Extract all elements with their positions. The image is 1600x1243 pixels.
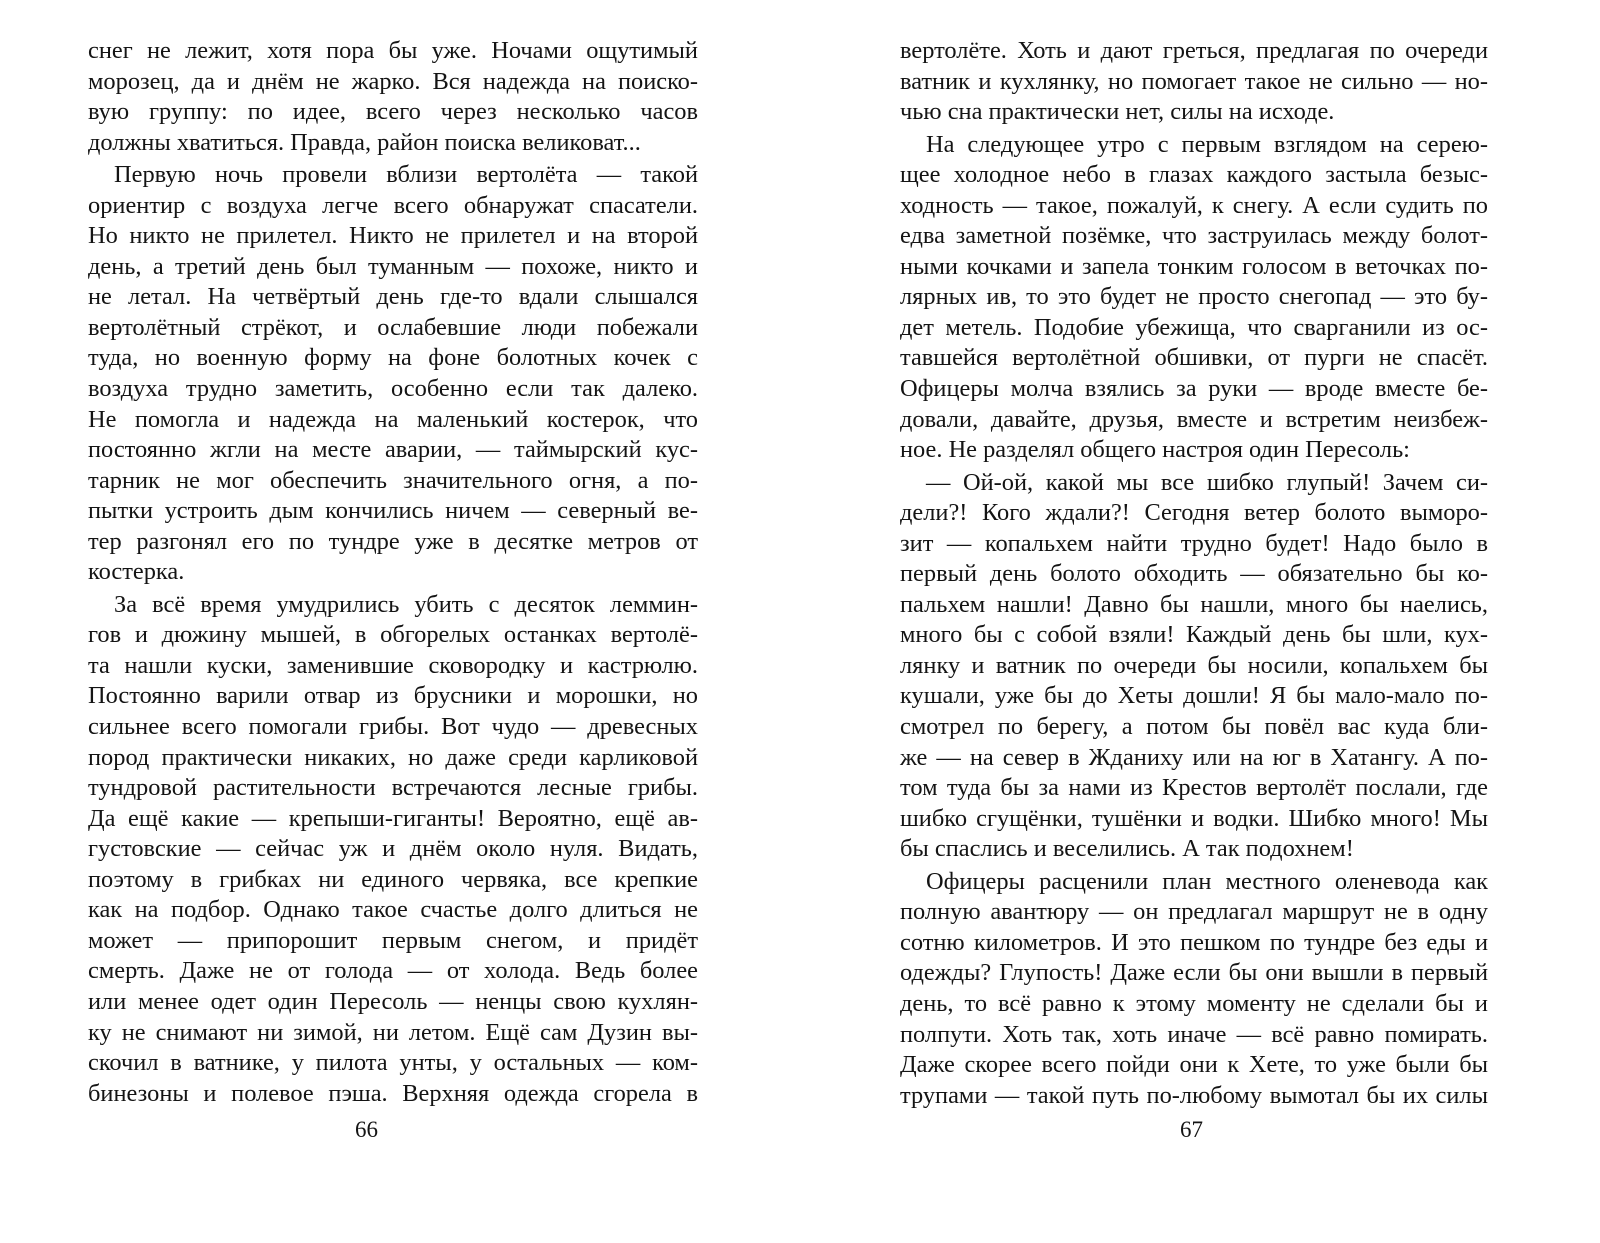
text-line: — Ой-ой, какой мы все шибко глупый! Зачем си- xyxy=(926,468,1488,496)
text-line: ку не снимают ни зимой, ни летом. Ещё сам Дузин вы- xyxy=(88,1018,698,1046)
text-line: дет метель. Подобие убежища, что сварганили из ос- xyxy=(900,313,1488,341)
text-line: день, то всё равно к этому моменту не сделали бы и xyxy=(900,989,1488,1017)
text-line: вертолётный стрёкот, и ослабевшие люди побежали xyxy=(88,313,698,341)
text-line: Офицеры расценили план местного оленевода как xyxy=(926,867,1488,895)
text-line: смерть. Даже не от голода — от холода. Ведь более xyxy=(88,957,698,985)
text-line: ориентир с воздуха легче всего обнаружат спасатели. xyxy=(88,191,698,219)
text-line: гов и дюжину мышей, в обгорелых останках вертолё- xyxy=(88,621,698,649)
right-page xyxy=(900,36,1488,1156)
left-page xyxy=(88,36,698,1156)
text-line: Но никто не прилетел. Никто не прилетел и на второй xyxy=(88,222,698,250)
text-line: Первую ночь провели вблизи вертолёта — такой xyxy=(114,161,698,189)
text-line: щее холодное небо в глазах каждого застыла безыс- xyxy=(900,161,1488,189)
text-line: том туда бы за нами из Крестов вертолёт послали, где xyxy=(900,774,1488,802)
text-line: За всё время умудрились убить с десяток леммин- xyxy=(114,590,698,618)
text-line: Да ещё какие — крепыши-гиганты! Вероятно, ещё ав- xyxy=(88,804,698,832)
text-line: На следующее утро с первым взглядом на серею- xyxy=(926,130,1488,158)
text-line: та нашли куски, заменившие сковородку и кастрюлю. xyxy=(88,651,698,679)
text-line: или менее одет один Пересоль — ненцы свою кухлян- xyxy=(88,987,698,1015)
text-line: зит — копальхем найти трудно будет! Надо было в xyxy=(900,529,1488,557)
text-line: как на подбор. Однако такое счастье долго длиться не xyxy=(88,896,698,924)
text-line: едва заметной позёмке, что заструилась между болот- xyxy=(900,222,1488,250)
text-line: тавшейся вертолётной обшивки, от пурги не спасёт. xyxy=(900,344,1488,372)
text-line: Не помогла и надежда на маленький костерок, что xyxy=(88,405,698,433)
text-line: костерка. xyxy=(88,558,185,586)
left-page-text xyxy=(88,36,698,1109)
text-line: тундровой растительности встречаются лесные грибы. xyxy=(88,774,698,802)
text-line: одежды? Глупость! Даже если бы они вышли в первый xyxy=(900,959,1488,987)
text-line: тер разгонял его по тундре уже в десятке метров от xyxy=(88,527,698,555)
text-line: ными кочками и запела тонким голосом в веточках по- xyxy=(900,252,1488,280)
text-line: скочил в ватнике, у пилота унты, у остальных — ком- xyxy=(88,1049,698,1077)
text-line: не летал. На четвёртый день где-то вдали слышался xyxy=(88,283,698,311)
text-line: ходность — такое, пожалуй, к снегу. А если судить по xyxy=(900,191,1488,219)
text-line: шибко сгущёнки, тушёнки и водки. Шибко много! Мы xyxy=(900,804,1488,832)
text-line: же — на север в Жданиху или на юг в Хатангу. А по- xyxy=(900,743,1488,771)
text-line: снег не лежит, хотя пора бы уже. Ночами ощутимый xyxy=(88,37,698,64)
text-line: ное. Не разделял общего настроя один Пересоль: xyxy=(900,436,1410,464)
text-line: тарник не мог обеспечить значительного огня, а по- xyxy=(88,466,698,494)
text-line: кушали, уже бы до Хеты дошли! Я бы мало-мало по- xyxy=(900,682,1488,710)
text-line: морозец, да и днём не жарко. Вся надежда на поиско- xyxy=(88,67,698,95)
text-line: много бы с собой взяли! Каждый день бы шли, кух- xyxy=(900,621,1488,649)
text-line: бинезоны и полевое пэша. Верхняя одежда сгорела в xyxy=(88,1079,698,1107)
text-line: воздуха трудно заметить, особенно если так далеко. xyxy=(88,375,698,403)
text-line: дели?! Кого ждали?! Сегодня ветер болото выморо- xyxy=(900,499,1488,527)
right-page-text xyxy=(900,36,1488,1111)
text-line: сотню километров. И это пешком по тундре без еды и xyxy=(900,928,1488,956)
text-line: вую группу: по идее, всего через несколько часов xyxy=(88,98,698,126)
right-page-number: 67 xyxy=(1180,1117,1203,1142)
text-line: поэтому в грибках ни единого червяка, все крепкие xyxy=(88,865,698,893)
text-line: пытки устроить дым кончились ничем — северный ве- xyxy=(88,497,698,525)
text-line: трупами — такой путь по-любому вымотал бы их силы xyxy=(900,1081,1488,1109)
text-line: бы спаслись и веселились. А так подохнем! xyxy=(900,835,1354,863)
text-line: первый день болото обходить — обязательно бы ко- xyxy=(900,560,1488,588)
text-line: чью сна практически нет, силы на исходе. xyxy=(900,98,1335,126)
text-line: постоянно жгли на месте аварии, — таймырский кус- xyxy=(88,436,698,464)
text-line: сильнее всего помогали грибы. Вот чудо — древесных xyxy=(88,713,698,741)
text-line: Постоянно варили отвар из брусники и морошки, но xyxy=(88,682,698,710)
text-line: полпути. Хоть так, хоть иначе — всё равно помирать. xyxy=(900,1020,1488,1048)
text-line: густовские — сейчас уж и днём около нуля. Видать, xyxy=(88,835,698,863)
text-line: туда, но военную форму на фоне болотных кочек с xyxy=(88,344,698,372)
text-line: может — припорошит первым снегом, и придёт xyxy=(88,926,698,954)
text-line: лянку и ватник по очереди бы носили, копальхем бы xyxy=(900,651,1488,679)
text-line: лярных ив, то это будет не просто снегопад — это бу- xyxy=(900,283,1488,311)
text-line: Офицеры молча взялись за руки — вроде вместе бе- xyxy=(900,375,1488,403)
text-line: пород практически никаких, но даже среди карликовой xyxy=(88,743,698,771)
text-line: должны хватиться. Правда, район поиска великоват... xyxy=(88,128,641,156)
text-line: смотрел по берегу, а потом бы повёл вас куда бли- xyxy=(900,713,1488,741)
text-line: довали, давайте, друзья, вместе и встретим неизбеж- xyxy=(900,405,1488,433)
left-page-number: 66 xyxy=(355,1117,378,1142)
text-line: полную авантюру — он предлагал маршрут не в одну xyxy=(900,898,1488,926)
text-line: день, а третий день был туманным — похоже, никто и xyxy=(88,252,698,280)
text-line: ватник и кухлянку, но помогает такое не сильно — но- xyxy=(900,67,1488,95)
text-line: Даже скорее всего пойди они к Хете, то уже были бы xyxy=(900,1051,1488,1079)
text-line: вертолёте. Хоть и дают греться, предлагая по очереди xyxy=(900,37,1488,64)
text-line: пальхем нашли! Давно бы нашли, много бы наелись, xyxy=(900,590,1488,618)
